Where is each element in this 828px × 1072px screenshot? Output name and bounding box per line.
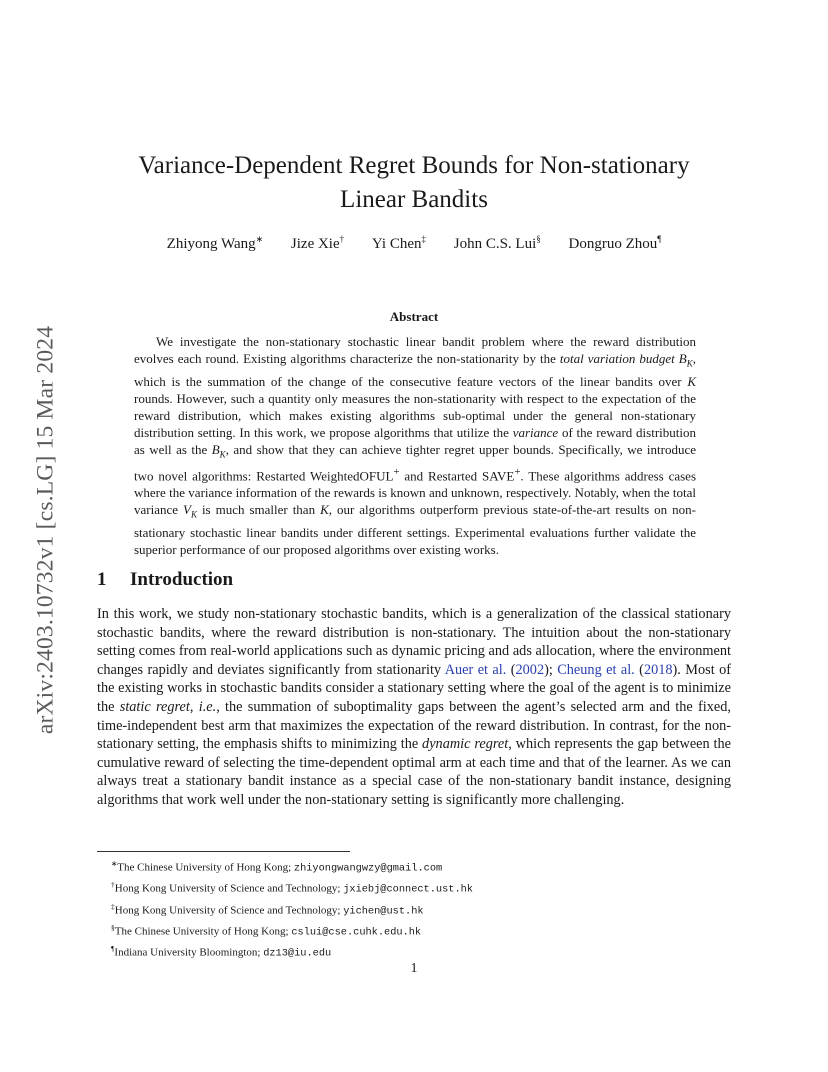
- term-static-regret: static regret: [119, 698, 190, 715]
- footnote-item: §The Chinese University of Hong Kong; cslui@cse.cuhk.edu.hk: [111, 923, 422, 939]
- author-name: Yi Chen: [371, 236, 422, 252]
- abstract-heading: Abstract: [389, 309, 439, 324]
- term-total-variation-budget: total variation budget: [559, 351, 675, 367]
- term-dynamic-regret: dynamic regret: [422, 736, 509, 753]
- paper-title: [0, 149, 828, 217]
- email-address: zhiyongwangwzy@gmail.com: [293, 862, 443, 875]
- email-address: dz13@iu.edu: [263, 948, 332, 961]
- footnotes: [111, 856, 473, 963]
- page-number: 1: [410, 961, 418, 976]
- title-line-1: Variance-Dependent Regret Bounds for Non-stationary: [138, 152, 690, 179]
- author-mark: ‡: [421, 234, 426, 244]
- footnote-item: ∗The Chinese University of Hong Kong; zhiyongwangwzy@gmail.com: [111, 859, 443, 875]
- email-address: cslui@cse.cuhk.edu.hk: [291, 926, 422, 939]
- intro-paragraph: In this work, we study non-stationary stochastic bandits, which is a generalization of the classical stationary stochastic bandits, where the reward distribution is non-stationary. The intuition about the non-stationary setting comes from real-world applications such as dynamic pricing and ads allocation, where the environment changes rapidly and deviates significantly from stationarity Auer et al. (2002); Cheung et al. (2018). Most of the existing works in stochastic bandits consider a stationary setting where the goal of the agent is to minimize the static regret, i.e., the summation of suboptimality gaps between the agent’s selected arm and the fixed, time-independent best arm that maximizes the expectation of the reward distribution. In contrast, for the non-stationary setting, the emphasis shifts to minimizing the dynamic regret, which represents the gap between the cumulative reward of selecting the time-dependent optimal arm at each time and that of the learner. As we can always treat a stationary bandit instance as a special case of the non-stationary bandit instance, designing algorithms that work well under the non-stationary setting is significantly more challenging.: [97, 606, 731, 808]
- email-address: jxiebj@connect.ust.hk: [343, 884, 473, 897]
- citation-link[interactable]: Cheung et al.: [557, 661, 635, 678]
- term-variance: variance: [512, 425, 559, 441]
- section-heading: [97, 569, 233, 591]
- citation-year-link[interactable]: 2018: [643, 661, 673, 678]
- author-5: [569, 236, 662, 252]
- section-number: 1: [97, 569, 107, 590]
- author-1: [167, 236, 263, 252]
- author-name: Dongruo Zhou: [568, 236, 658, 252]
- author-4: [454, 236, 541, 252]
- author-list: [0, 234, 828, 253]
- author-2: [291, 236, 344, 252]
- author-mark: §: [536, 234, 541, 244]
- email-address: yichen@ust.hk: [343, 905, 424, 918]
- author-name: John C.S. Lui: [453, 236, 537, 252]
- footnote-item: ¶Indiana University Bloomington; dz13@iu.edu: [111, 944, 332, 961]
- section-title: Introduction: [130, 569, 234, 590]
- footnote-item: ‡Hong Kong University of Science and Technology; yichen@ust.hk: [111, 901, 424, 918]
- citation-year-link[interactable]: 2002: [515, 661, 545, 678]
- citation-link[interactable]: Auer et al.: [444, 661, 507, 678]
- author-name: Jize Xie: [290, 236, 340, 252]
- arxiv-stamp: arXiv:2403.10732v1 [cs.LG] 15 Mar 2024: [32, 325, 59, 735]
- author-3: [372, 236, 426, 252]
- author-mark: ¶: [657, 234, 662, 244]
- author-mark: †: [339, 234, 345, 244]
- footnote-divider: [97, 851, 350, 852]
- abstract-text: We investigate the non-stationary stochastic linear bandit problem where the reward distribution evolves each round. Existing algorithms characterize the non-stationarity by the total variation budget $B_K$, which is the summation of the change of the consecutive feature vectors of the linear bandits over K rounds. However, such a quantity only measures the non-stationarity with respect to the expectation of the reward distribution, which makes existing algorithms sub-optimal under the general non-stationary distribution setting. In this work, we propose algorithms that utilize the variance of the reward distribution as well as the $B_K$, and show that they can achieve tighter regret upper bounds. Specifically, we introduce two novel algorithms: Restarted WeightedOFUL+ and Restarted SAVE+. These algorithms address cases where the variance information of the rewards is known and unknown, respectively. Notably, when the total variance $V_K$ is much smaller than K, our algorithms outperform previous state-of-the-art results on non-stationary stochastic linear bandits under different settings. Experimental evaluations further validate the superior performance of our proposed algorithms over existing works.: [134, 334, 697, 558]
- footnote-item: †Hong Kong University of Science and Technology; jxiebj@connect.ust.hk: [111, 880, 473, 897]
- author-name: Zhiyong Wang: [166, 236, 256, 252]
- author-mark: ∗: [255, 234, 264, 244]
- title-line-2: Linear Bandits: [340, 186, 488, 213]
